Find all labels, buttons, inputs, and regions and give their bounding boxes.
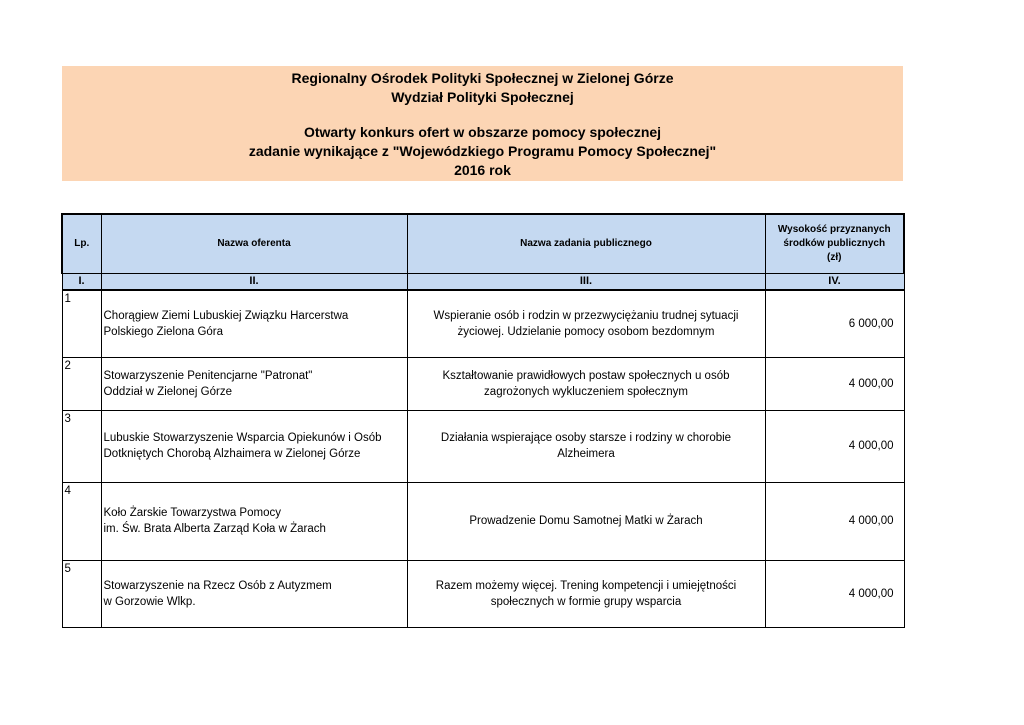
column-header-lp: Lp. bbox=[62, 214, 101, 274]
column-number-1: I. bbox=[62, 274, 101, 291]
column-number-2: II. bbox=[101, 274, 407, 291]
row-amount: 4 000,00 bbox=[765, 410, 904, 482]
row-amount: 4 000,00 bbox=[765, 357, 904, 410]
table-row bbox=[62, 482, 904, 560]
row-org bbox=[101, 357, 407, 410]
row-org bbox=[101, 482, 407, 560]
row-amount: 4 000,00 bbox=[765, 482, 904, 560]
column-header-task: Nazwa zadania publicznego bbox=[407, 214, 765, 274]
row-task bbox=[407, 560, 765, 627]
column-number-3: III. bbox=[407, 274, 765, 291]
grants-table bbox=[61, 213, 905, 628]
row-task-line1: Prowadzenie Domu Samotnej Matki w Żarach bbox=[469, 515, 703, 527]
row-task-line1: Działania wspierające osoby starsze i rodziny w chorobie bbox=[440, 432, 732, 444]
row-org-line2: Oddział w Zielonej Górze bbox=[103, 385, 232, 398]
row-task-line2: życiowej. Udzielanie pomocy osobom bezdomnym bbox=[457, 325, 715, 338]
column-header-amount-line3: (zł) bbox=[827, 252, 842, 263]
table-row bbox=[62, 290, 904, 357]
header-contest-title: Otwarty konkurs ofert w obszarze pomocy społecznej bbox=[303, 124, 662, 140]
row-org-line1: Koło Żarskie Towarzystwa Pomocy bbox=[103, 507, 281, 519]
row-task-line2: Alzheimera bbox=[557, 448, 615, 460]
row-lp: 3 bbox=[62, 410, 101, 482]
row-org-line1: Chorągiew Ziemi Lubuskiej Związku Harcerstwa bbox=[103, 309, 349, 322]
table-row bbox=[62, 560, 904, 627]
column-header-amount-line1: Wysokość przyznanych bbox=[777, 224, 891, 235]
row-task-line2: społecznych w formie grupy wsparcia bbox=[490, 595, 682, 608]
row-org bbox=[101, 410, 407, 482]
header-institution: Regionalny Ośrodek Polityki Społecznej w Zielonej Górze bbox=[291, 70, 674, 86]
column-header-amount bbox=[765, 214, 904, 274]
header-program: zadanie wynikające z "Wojewódzkiego Programu Pomocy Społecznej" bbox=[248, 143, 717, 159]
row-org-line1: Lubuskie Stowarzyszenie Wsparcia Opiekunów i Osób bbox=[103, 432, 382, 444]
row-task-line1: Kształtowanie prawidłowych postaw społecznych u osób bbox=[442, 369, 730, 382]
row-org-line1: Stowarzyszenie na Rzecz Osób z Autyzmem bbox=[103, 579, 332, 592]
row-task-line1: Wspieranie osób i rodzin w przezwyciężaniu trudnej sytuacji bbox=[433, 309, 739, 322]
row-task-line2: zagrożonych wykluczeniem społecznym bbox=[484, 385, 688, 398]
header-department: Wydział Polityki Społecznej bbox=[391, 89, 574, 105]
row-task-line1: Razem możemy więcej. Trening kompetencji i umiejętności bbox=[435, 579, 737, 592]
row-amount: 6 000,00 bbox=[765, 290, 904, 357]
column-header-org: Nazwa oferenta bbox=[101, 214, 407, 274]
header-year: 2016 rok bbox=[454, 162, 511, 178]
column-header-amount-line2: środków publicznych bbox=[783, 238, 886, 249]
table-row bbox=[62, 410, 904, 482]
column-number-row bbox=[62, 274, 904, 291]
header-spacer bbox=[62, 107, 903, 123]
row-task bbox=[407, 410, 765, 482]
row-org-line2: im. Św. Brata Alberta Zarząd Koła w Żarach bbox=[103, 523, 326, 535]
table-row bbox=[62, 357, 904, 410]
row-lp: 1 bbox=[62, 290, 101, 357]
row-org bbox=[101, 560, 407, 627]
row-org-line2: Polskiego Zielona Góra bbox=[103, 325, 224, 338]
table-header-row bbox=[62, 214, 904, 274]
row-org-line2: w Gorzowie Wlkp. bbox=[103, 595, 196, 608]
row-lp: 2 bbox=[62, 357, 101, 410]
row-lp: 5 bbox=[62, 560, 101, 627]
row-task bbox=[407, 357, 765, 410]
row-org-line1: Stowarzyszenie Penitencjarne "Patronat" bbox=[103, 369, 313, 382]
row-org-line2: Dotkniętych Chorobą Alzhaimera w Zielonej Górze bbox=[103, 448, 361, 460]
row-lp: 4 bbox=[62, 482, 101, 560]
row-task bbox=[407, 290, 765, 357]
row-task bbox=[407, 482, 765, 560]
row-org bbox=[101, 290, 407, 357]
document-header bbox=[62, 66, 903, 181]
column-number-4: IV. bbox=[765, 274, 904, 291]
row-amount: 4 000,00 bbox=[765, 560, 904, 627]
